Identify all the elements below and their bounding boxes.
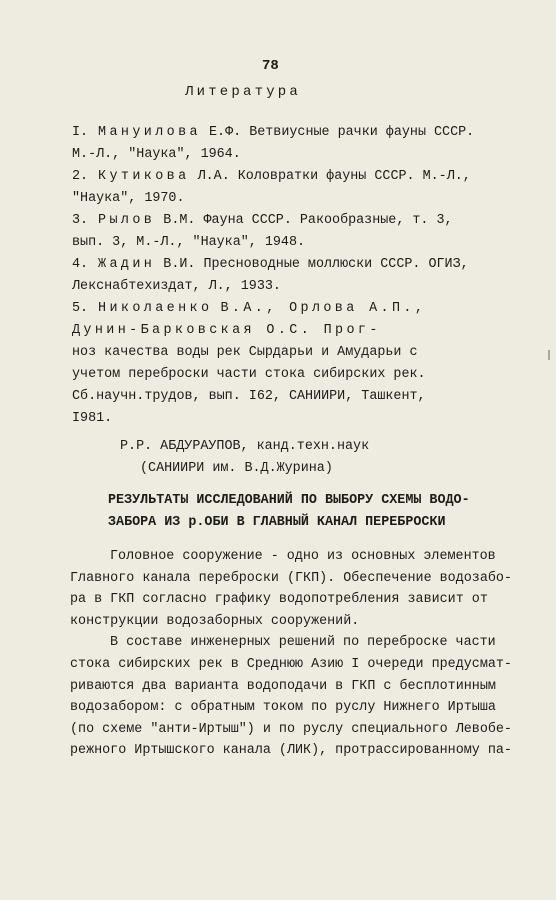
- paragraph-line: (по схеме "анти-Иртыш") и по руслу специального Левобе-: [70, 721, 512, 737]
- article-affiliation: (САНИИРИ им. В.Д.Журина): [140, 461, 333, 476]
- article-title-line: РЕЗУЛЬТАТЫ ИССЛЕДОВАНИЙ ПО ВЫБОРУ СХЕМЫ ВОДО-: [108, 493, 470, 508]
- paragraph-line: конструкции водозаборных сооружений.: [70, 613, 360, 629]
- references-heading: Литература: [185, 84, 302, 100]
- reference-author: Рылов: [98, 213, 156, 228]
- reference-continuation: Дунин-Барковская О.С. Прог-: [72, 323, 381, 338]
- article-title-line: ЗАБОРА ИЗ р.ОБИ В ГЛАВНЫЙ КАНАЛ ПЕРЕБРОСКИ: [108, 515, 446, 530]
- paragraph-line: водозабором: с обратным током по руслу Нижнего Иртыша: [70, 700, 496, 716]
- article-title: [108, 490, 470, 534]
- reference-continuation: Лекснабтехиздат, Л., 1933.: [72, 279, 281, 294]
- reference-number: I.: [72, 125, 89, 140]
- article-body: [70, 546, 546, 762]
- reference-number: 4.: [72, 257, 89, 272]
- reference-item: [72, 210, 542, 232]
- reference-item: [72, 254, 542, 276]
- paragraph-line: риваются два варианта водоподачи в ГКП с бесплотинным: [70, 678, 496, 694]
- reference-text: В.М. Фауна СССР. Ракообразные, т. 3,: [163, 213, 453, 228]
- reference-text: Е.Ф. Ветвиусные рачки фауны СССР.: [209, 125, 475, 140]
- reference-item: [72, 122, 542, 144]
- reference-item: [72, 166, 542, 188]
- reference-continuation: Сб.научн.трудов, вып. I62, САНИИРИ, Ташкент,: [72, 389, 426, 404]
- article-byline: [120, 436, 369, 480]
- reference-continuation: учетом переброски части стока сибирских рек.: [72, 367, 426, 382]
- paragraph-line: Головное сооружение - одно из основных элементов: [110, 549, 496, 564]
- page-number: 78: [262, 58, 279, 74]
- reference-item: [72, 298, 542, 320]
- paragraph-line: режного Иртышского канала (ЛИК), протрассированному па-: [70, 743, 512, 759]
- reference-continuation: вып. 3, М.-Л., "Наука", 1948.: [72, 235, 306, 250]
- reference-coauthor: В.А., Орлова А.П.,: [220, 301, 427, 316]
- paragraph-line: стока сибирских рек в Среднюю Азию I очереди предусмат-: [70, 656, 512, 672]
- reference-text: Л.А. Коловратки фауны СССР. М.-Л.,: [197, 169, 471, 184]
- reference-continuation: I981.: [72, 411, 113, 426]
- reference-number: 2.: [72, 169, 89, 184]
- reference-number: 3.: [72, 213, 89, 228]
- reference-number: 5.: [72, 301, 89, 316]
- paragraph-line: ра в ГКП согласно графику водопотребления зависит от: [70, 592, 488, 608]
- reference-text: В.И. Пресноводные моллюски СССР. ОГИЗ,: [163, 257, 469, 272]
- article-author: Р.Р. АБДУРАУПОВ, канд.техн.наук: [120, 439, 370, 454]
- reference-continuation: М.-Л., "Наука", 1964.: [72, 147, 241, 162]
- reference-author: Кутикова: [98, 169, 190, 184]
- scan-mark: [548, 350, 550, 360]
- reference-continuation: ноз качества воды рек Сырдарьи и Амударьи с: [72, 345, 418, 360]
- reference-continuation: "Наука", 1970.: [72, 191, 185, 206]
- reference-author: Николаенко: [98, 301, 213, 316]
- paragraph-line: Главного канала переброски (ГКП). Обеспечение водозабо-: [70, 570, 512, 586]
- reference-author: Жадин: [98, 257, 156, 272]
- paragraph-line: В составе инженерных решений по переброске части: [110, 635, 496, 651]
- references-list: [72, 122, 542, 430]
- reference-author: Мануилова: [98, 125, 201, 140]
